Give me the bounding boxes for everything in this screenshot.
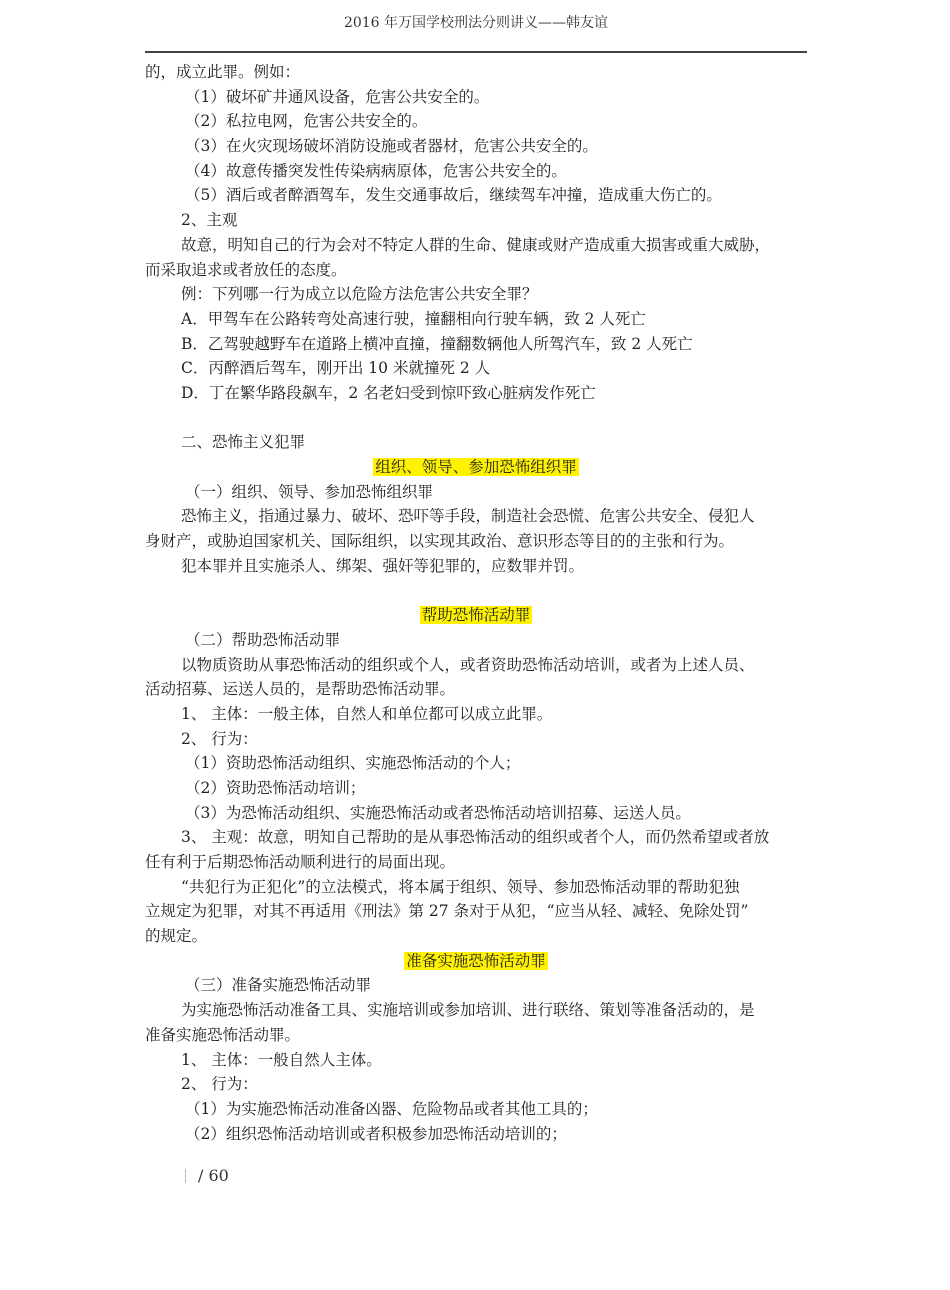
- text-line: 2、 行为：: [181, 729, 258, 748]
- text-line: B．乙驾驶越野车在道路上横冲直撞，撞翻数辆他人所驾汽车，致 2 人死亡: [181, 334, 693, 353]
- text-line: 1、 主体：一般主体，自然人和单位都可以成立此罪。: [181, 704, 553, 723]
- text-line: D．丁在繁华路段飙车，2 名老妇受到惊吓致心脏病发作死亡: [181, 383, 596, 402]
- page-footer: [185, 1166, 229, 1185]
- text-line: （1）破坏矿井通风设备，危害公共安全的。: [185, 87, 490, 106]
- text-line: A．甲驾车在公路转弯处高速行驶，撞翻相向行驶车辆，致 2 人死亡: [181, 309, 646, 328]
- text-line: 的规定。: [145, 927, 208, 946]
- text-line: C．丙醉酒后驾车，刚开出 10 米就撞死 2 人: [181, 359, 491, 378]
- text-line: 1、 主体：一般自然人主体。: [181, 1050, 382, 1069]
- text-line: （3）为恐怖活动组织、实施恐怖活动或者恐怖活动培训招募、运送人员。: [185, 803, 691, 822]
- text-line: 故意，明知自己的行为会对不特定人群的生命、健康或财产造成重大损害或重大威胁，: [181, 235, 771, 254]
- text-line: 为实施恐怖活动准备工具、实施培训或参加培训、进行联络、策划等准备活动的，是: [181, 1001, 755, 1020]
- text-line: （二）帮助恐怖活动罪: [185, 630, 341, 649]
- text-line: 而采取追求或者放任的态度。: [145, 260, 347, 279]
- text-line: 犯本罪并且实施杀人、绑架、强奸等犯罪的，应数罪并罚。: [181, 556, 585, 575]
- page-number: / 60: [198, 1166, 229, 1185]
- text-line: （2）资助恐怖活动培训；: [185, 778, 366, 797]
- text-line: （4）故意传播突发性传染病病原体，危害公共安全的。: [185, 161, 567, 180]
- document-body: [145, 60, 807, 1146]
- text-line: “共犯行为正犯化”的立法模式，将本属于组织、领导、参加恐怖活动罪的帮助犯独: [181, 877, 740, 896]
- text-line: 2、 行为：: [181, 1075, 258, 1094]
- text-line: 的，成立此罪。例如：: [145, 63, 301, 81]
- text-line: （5）酒后或者醉酒驾车，发生交通事故后，继续驾车冲撞，造成重大伤亡的。: [185, 186, 722, 205]
- highlighted-heading: [145, 455, 807, 480]
- blank-line: [145, 578, 807, 603]
- text-line: 以物质资助从事恐怖活动的组织或个人，或者资助恐怖活动培训，或者为上述人员、: [181, 655, 755, 674]
- highlighted-heading: [145, 949, 807, 974]
- text-line: （3）在火灾现场破坏消防设施或者器材，危害公共安全的。: [185, 137, 598, 156]
- text-line: （2）私拉电网，危害公共安全的。: [185, 112, 428, 131]
- text-line: 任有利于后期恐怖活动顺利进行的局面出现。: [145, 853, 456, 871]
- text-line: （一）组织、领导、参加恐怖组织罪: [185, 482, 434, 501]
- text-line: （1）资助恐怖活动组织、实施恐怖活动的个人；: [185, 754, 521, 773]
- text-line: 二、恐怖主义犯罪: [181, 433, 306, 452]
- text-line: 活动招募、运送人员的，是帮助恐怖活动罪。: [145, 680, 456, 699]
- text-line: 恐怖主义，指通过暴力、破坏、恐吓等手段，制造社会恐慌、危害公共安全、侵犯人: [181, 507, 755, 526]
- text-line: 准备实施恐怖活动罪。: [145, 1025, 301, 1044]
- highlight-text: 组织、领导、参加恐怖组织罪: [375, 458, 577, 476]
- text-line: 3、 主观：故意，明知自己帮助的是从事恐怖活动的组织或者个人，而仍然希望或者放: [181, 828, 770, 847]
- text-line: （2）组织恐怖活动培训或者积极参加恐怖活动培训的；: [185, 1124, 567, 1143]
- header-rule: [145, 51, 807, 53]
- text-line: （1）为实施恐怖活动准备凶器、危险物品或者其他工具的；: [185, 1099, 598, 1118]
- text-line: 2、主观: [181, 211, 238, 230]
- footer-divider: [185, 1169, 186, 1183]
- highlight-text: 帮助恐怖活动罪: [421, 606, 531, 625]
- blank-line: [145, 406, 807, 431]
- highlight-text: 准备实施恐怖活动罪: [406, 951, 546, 970]
- page-header: 2016 年万国学校刑法分则讲义——韩友谊: [343, 15, 609, 31]
- text-line: 身财产，或胁迫国家机关、国际组织，以实现其政治、意识形态等目的的主张和行为。: [145, 532, 735, 551]
- highlighted-heading: [145, 603, 807, 628]
- text-line: 立规定为犯罪，对其不再适用《刑法》第 27 条对于从犯，“应当从轻、减轻、免除处罚”: [145, 902, 749, 921]
- text-line: 例：下列哪一行为成立以危险方法危害公共安全罪？: [181, 285, 538, 304]
- text-line: （三）准备实施恐怖活动罪: [185, 976, 372, 995]
